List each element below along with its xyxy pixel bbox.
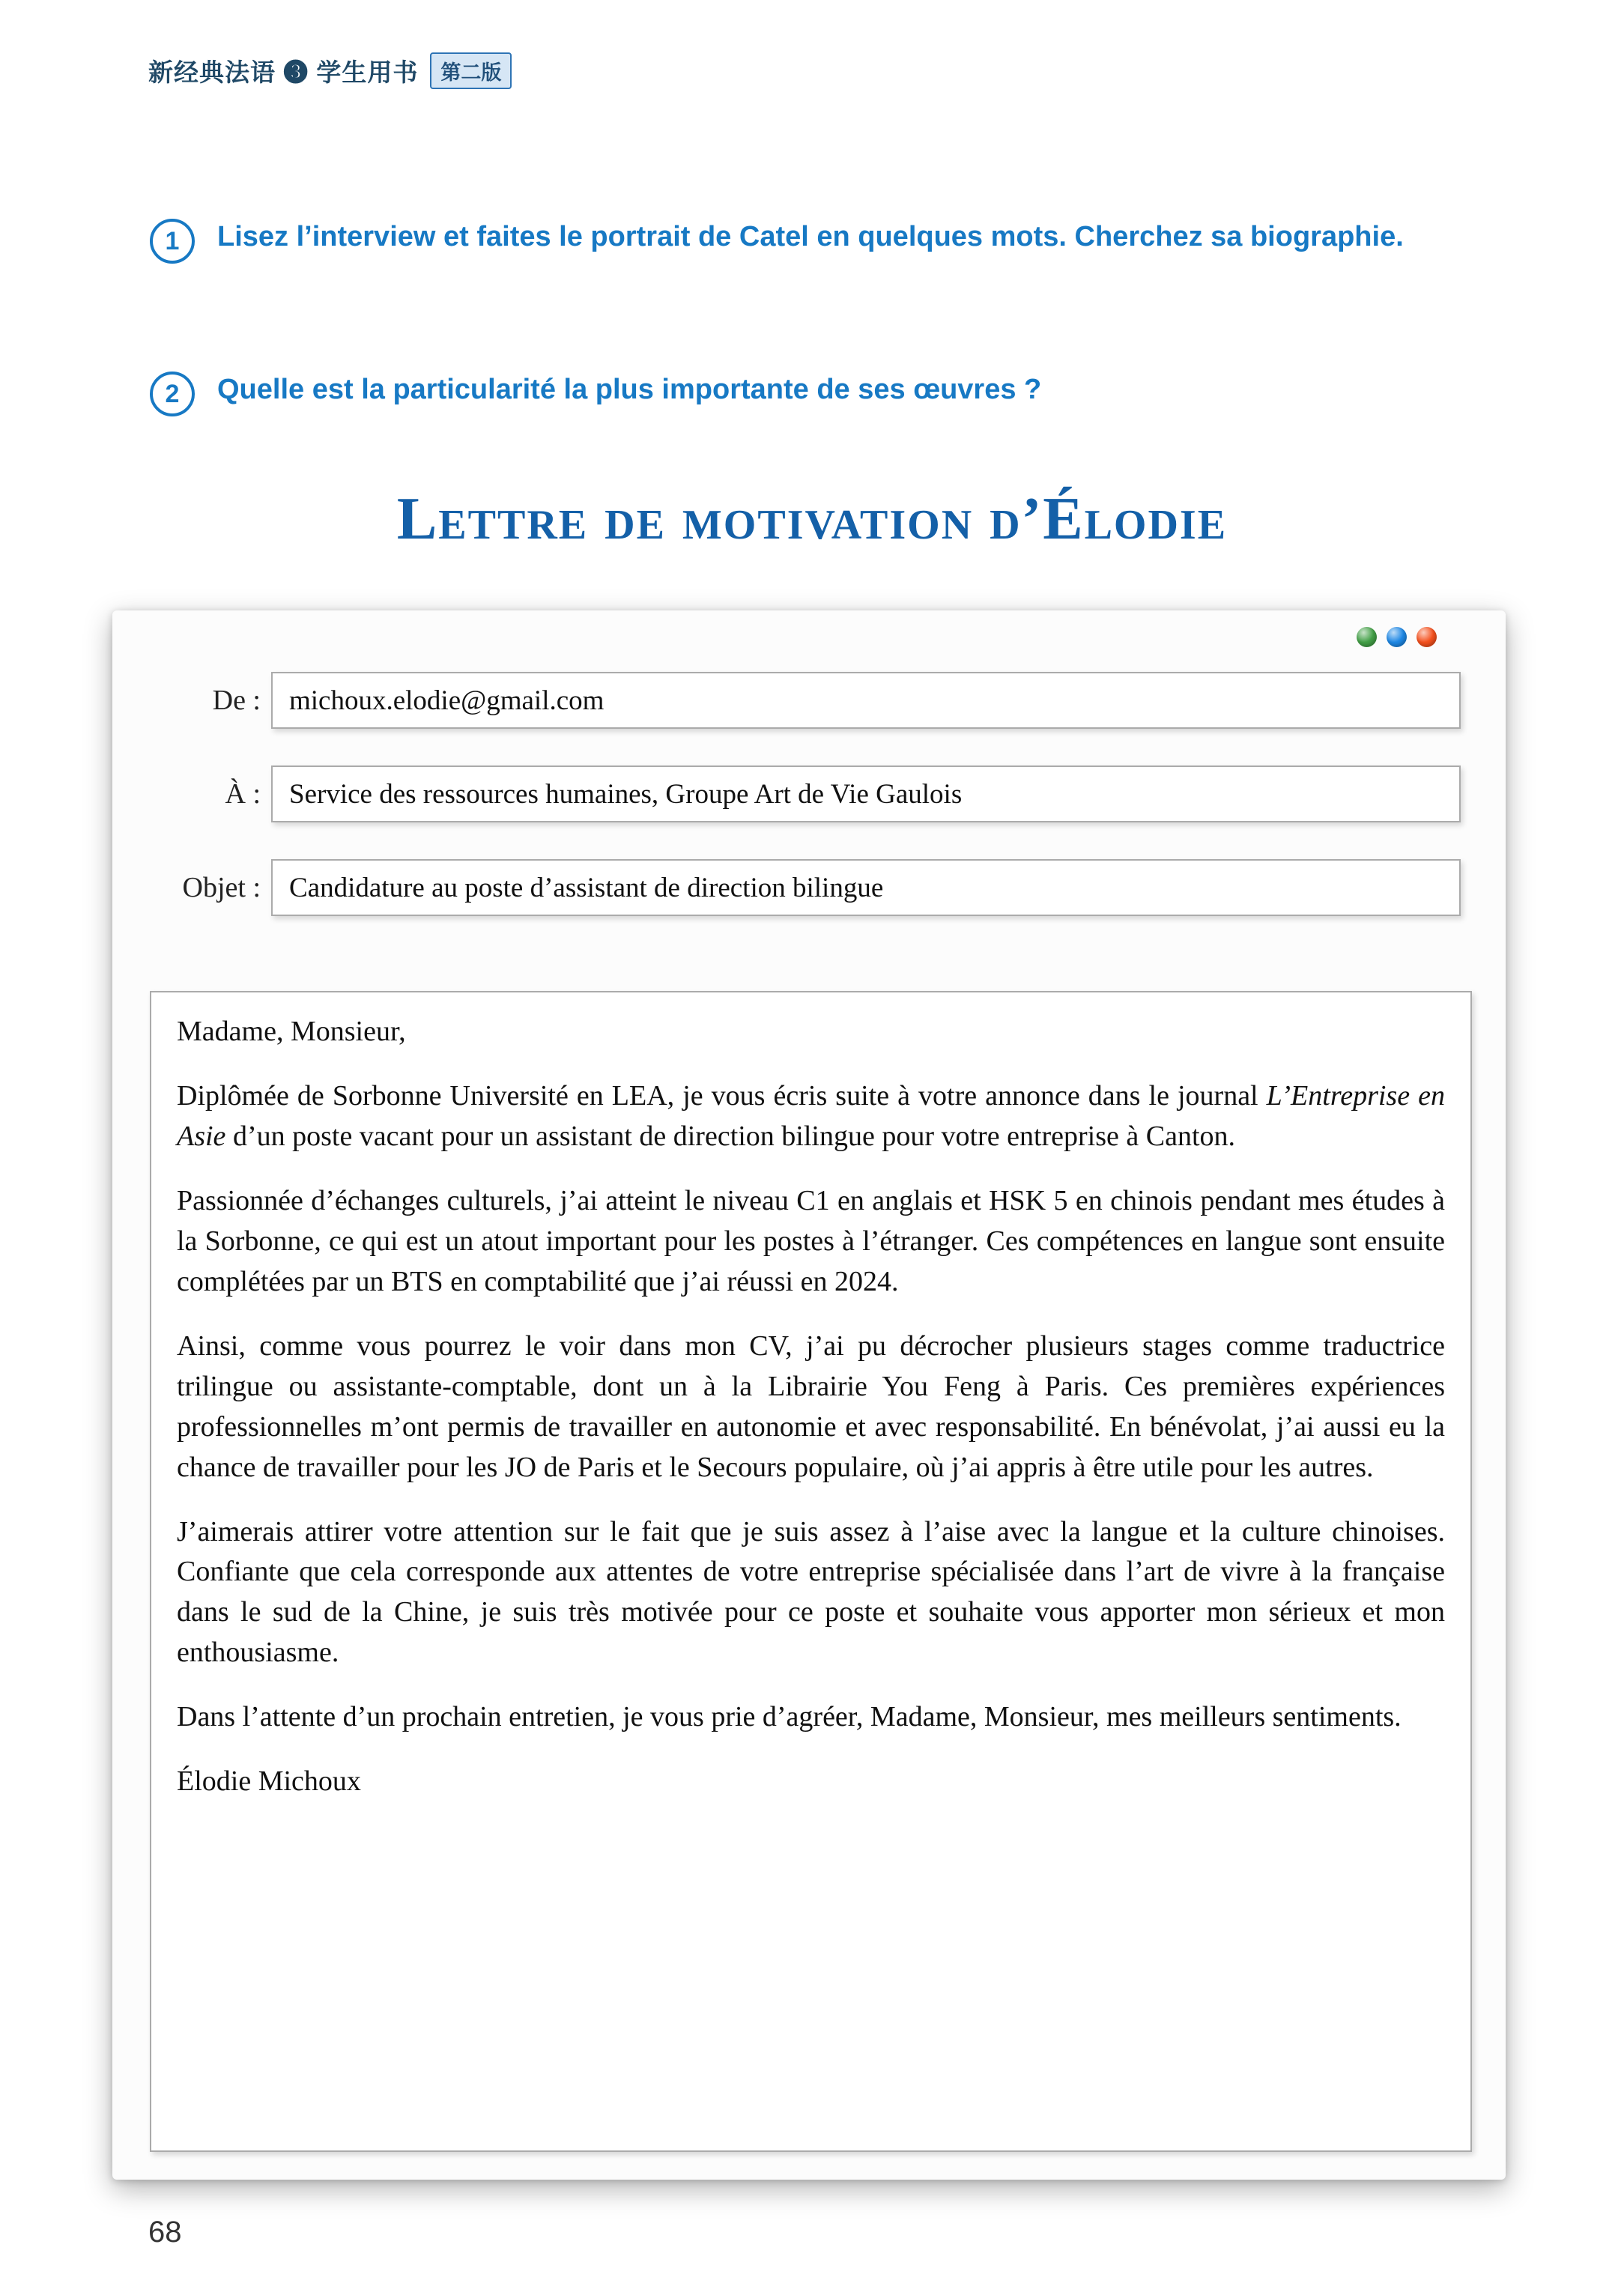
- letter-paragraph: Passionnée d’échanges culturels, j’ai atteint le niveau C1 en anglais et HSK 5 en chinois pendant mes études à la Sorbonne, ce qui est un atout important pour les postes à l’étranger. Ces compétences en langue sont ensuite complétées par un BTS en comptabilité que j’ai réussi en 2024.: [177, 1184, 1445, 1297]
- question-1-number-badge: 1: [150, 219, 195, 264]
- letter-body: [150, 991, 1472, 2152]
- letter-paragraph: Dans l’attente d’un prochain entretien, je vous prie d’agréer, Madame, Monsieur, mes meilleurs sentiments.: [177, 1701, 1402, 1733]
- from-field[interactable]: michoux.elodie@gmail.com: [271, 672, 1461, 729]
- field-label-objet: Objet :: [182, 872, 261, 903]
- window-dot-blue[interactable]: [1387, 627, 1407, 647]
- letter-paragraph: Élodie Michoux: [177, 1765, 361, 1798]
- question-2-number-badge: 2: [150, 372, 195, 416]
- letter-paragraph: J’aimerais attirer votre attention sur le fait que je suis assez à l’aise avec la langue et la culture chinoises. Confiante que cela corresponde aux attentes de votre entreprise spécialisée dans l’art de vivre à la française dans le sud de la Chine, je suis très motivée pour ce poste et souhaite vous apporter mon sérieux et mon enthousiasme.: [177, 1515, 1445, 1669]
- field-label-a: À :: [225, 778, 261, 810]
- field-row-objet: [112, 859, 1506, 916]
- page-header: [148, 52, 512, 89]
- question-2: [150, 369, 1479, 416]
- window-dot-green[interactable]: [1357, 627, 1377, 647]
- question-1: [150, 216, 1479, 264]
- section-title: Lettre de motivation d’Élodie: [396, 486, 1228, 552]
- letter-paragraph: Madame, Monsieur,: [177, 1016, 406, 1047]
- book-title: 新经典法语 ❸ 学生用书: [148, 58, 419, 86]
- field-row-a: [112, 765, 1506, 822]
- question-1-text: Lisez l’interview et faites le portrait de Catel en quelques mots. Cherchez sa biographie.: [217, 221, 1404, 252]
- subject-field[interactable]: Candidature au poste d’assistant de direction bilingue: [271, 859, 1461, 916]
- window-dot-orange[interactable]: [1417, 627, 1437, 647]
- letter-paragraph: Diplômée de Sorbonne Université en LEA, je vous écris suite à votre annonce dans le journal L’Entreprise en Asie d’un poste vacant pour un assistant de direction bilingue pour votre entreprise à Canton.: [177, 1079, 1445, 1152]
- edition-badge: 第二版: [430, 52, 512, 89]
- field-label-de: De :: [212, 685, 261, 716]
- window-dots: [1357, 627, 1437, 647]
- to-field[interactable]: Service des ressources humaines, Groupe Art de Vie Gaulois: [271, 765, 1461, 822]
- letter-paragraph: Ainsi, comme vous pourrez le voir dans mon CV, j’ai pu décrocher plusieurs stages comme traductrice trilingue ou assistante-comptable, dont un à la Librairie You Feng à Paris. Ces premières expériences professionnelles m’ont permis de travailler en autonomie et avec responsabilité. En bénévolat, j’ai aussi eu la chance de travailler pour les JO de Paris et le Secours populaire, où j’ai appris à être utile pour les autres.: [177, 1330, 1445, 1483]
- field-row-de: [112, 672, 1506, 729]
- email-window: [112, 610, 1506, 2180]
- page-number: 68: [148, 2216, 182, 2249]
- question-2-text: Quelle est la particularité la plus importante de ses œuvres ?: [217, 374, 1042, 405]
